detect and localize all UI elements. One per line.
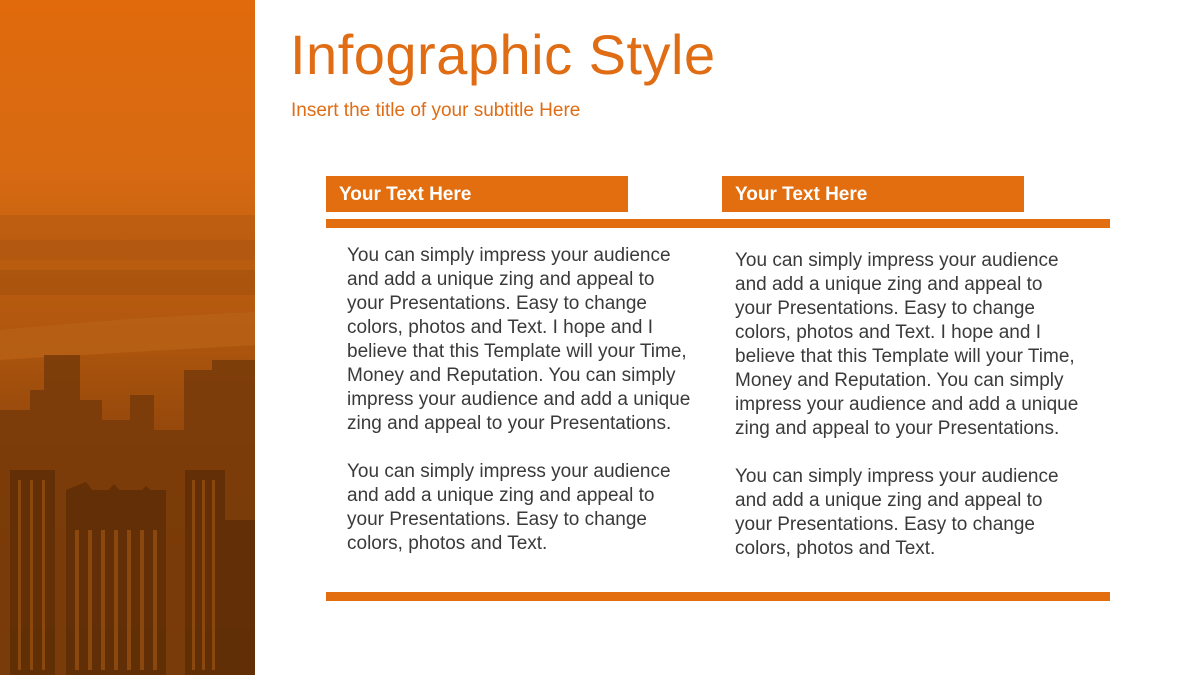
column-2-paragraph-2: You can simply impress your audience and add a unique zing and appeal to your Presentations. Easy to change colors, photos and Text. xyxy=(735,466,1059,559)
slide-title: Infographic Style xyxy=(290,23,716,86)
column-1-paragraph-1: You can simply impress your audience and add a unique zing and appeal to your Presentations. Easy to change colors, photos and Text. I hope and I believe that this Template will your Time, Money and Reputation. You can simply impress your audience and add a unique zing and appeal to your Presentations. xyxy=(347,245,691,434)
column-1-body xyxy=(347,244,692,556)
city-skyline-image xyxy=(0,0,255,675)
column-2-body xyxy=(735,249,1080,561)
bottom-divider xyxy=(326,592,1110,601)
column-2-paragraph-1: You can simply impress your audience and add a unique zing and appeal to your Presentations. Easy to change colors, photos and Text. I hope and I believe that this Template will your Time, Money and Reputation. You can simply impress your audience and add a unique zing and appeal to your Presentations. xyxy=(735,250,1079,439)
column-1-paragraph-2: You can simply impress your audience and add a unique zing and appeal to your Presentations. Easy to change colors, photos and Text. xyxy=(347,461,671,554)
slide-subtitle: Insert the title of your subtitle Here xyxy=(291,100,581,121)
city-photo-panel xyxy=(0,0,255,675)
column-1-header: Your Text Here xyxy=(326,176,628,212)
top-divider xyxy=(326,219,1110,228)
column-2-header: Your Text Here xyxy=(722,176,1024,212)
